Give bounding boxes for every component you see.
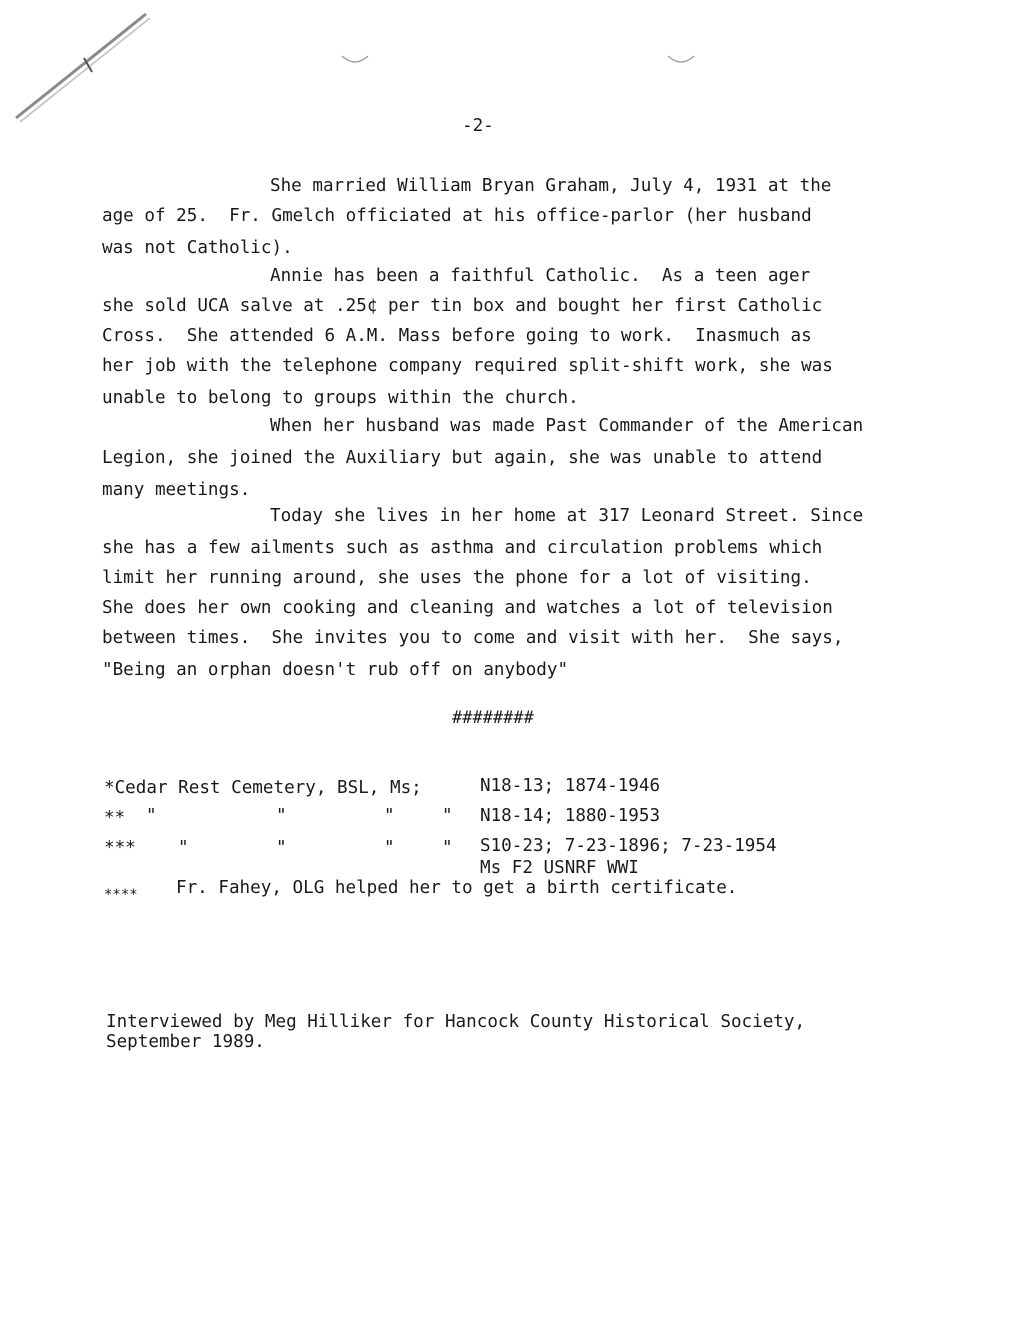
body-line-6: Cross. She attended 6 A.M. Mass before going to work. Inasmuch as [102, 326, 812, 346]
footer-interview-line-1: Interviewed by Meg Hilliker for Hancock County Historical Society, [106, 1012, 806, 1032]
footnote-2-ref: N18-14; 1880-1953 [480, 806, 661, 826]
footnote-3-ditto: " [276, 838, 287, 858]
punch-hole-left [340, 52, 370, 66]
footnote-3-ditto: " [178, 838, 189, 858]
page-number: -2- [462, 116, 494, 136]
body-line-11: many meetings. [102, 480, 251, 500]
footnote-3-subline: Ms F2 USNRF WWI [480, 858, 639, 878]
body-line-1: She married William Bryan Graham, July 4, 1931 at the [270, 176, 832, 196]
body-line-5: she sold UCA salve at .25¢ per tin box and bought her first Catholic [102, 296, 823, 316]
footnote-3-ditto: " [442, 838, 453, 858]
footnote-2-marker: ** [104, 808, 126, 828]
footnote-3-marker: *** [104, 838, 136, 858]
body-line-13: she has a few ailments such as asthma and circulation problems which [102, 538, 823, 558]
footer-interview-line-2: September 1989. [106, 1032, 265, 1052]
footnote-4-marker: **** [104, 887, 138, 903]
footnote-4-text: Fr. Fahey, OLG helped her to get a birth certificate. [176, 878, 738, 898]
body-line-3: was not Catholic). [102, 238, 293, 258]
body-line-15: She does her own cooking and cleaning and watches a lot of television [102, 598, 833, 618]
body-line-4: Annie has been a faithful Catholic. As a teen ager [270, 266, 811, 286]
body-line-14: limit her running around, she uses the phone for a lot of visiting. [102, 568, 812, 588]
section-separator: ######## [452, 708, 534, 728]
body-line-2: age of 25. Fr. Gmelch officiated at his office-parlor (her husband [102, 206, 812, 226]
body-line-10: Legion, she joined the Auxiliary but again, she was unable to attend [102, 448, 823, 468]
body-line-9: When her husband was made Past Commander of the American [270, 416, 864, 436]
footnote-3-ditto: " [384, 838, 395, 858]
punch-hole-right [666, 52, 696, 66]
footnote-2-ditto: " [146, 806, 157, 826]
body-line-16: between times. She invites you to come and visit with her. She says, [102, 628, 844, 648]
footnote-2-ditto: " [276, 806, 287, 826]
footnote-2-ditto: " [384, 806, 395, 826]
footnote-3-ref: S10-23; 7-23-1896; 7-23-1954 [480, 836, 777, 856]
body-line-12: Today she lives in her home at 317 Leonard Street. Since [270, 506, 864, 526]
body-line-8: unable to belong to groups within the church. [102, 388, 579, 408]
body-line-7: her job with the telephone company required split-shift work, she was [102, 356, 833, 376]
staple-mark [0, 0, 160, 140]
footnote-2-ditto: " [442, 806, 453, 826]
body-line-17: "Being an orphan doesn't rub off on anybody" [102, 660, 569, 680]
footnote-1-source: *Cedar Rest Cemetery, BSL, Ms; [104, 778, 422, 798]
footnote-1-ref: N18-13; 1874-1946 [480, 776, 661, 796]
